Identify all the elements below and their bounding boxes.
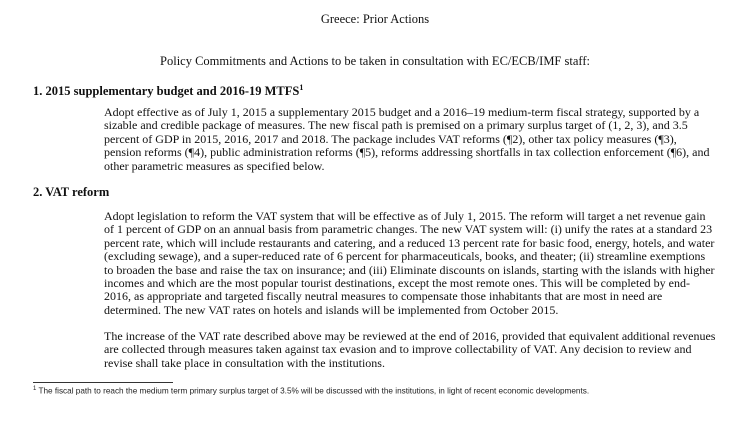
section-paragraph-vat-legislation: Adopt legislation to reform the VAT system that will be effective as of July 1, 2015. The reform will target a net revenue gain of 1 percent of GDP on an annual basis from parametric changes. The new VAT system will: (i) unify the rates at a standard 23 percent rate, which will include restaurants and catering, and a reduced 13 percent rate for basic food, energy, hotels, and water (excluding sewage), and a super-reduced rate of 6 percent for pharmaceuticals, books, and theater; (ii) streamline exemptions to broaden the base and raise the tax on insurance; and (iii) Eliminate discounts on islands, starting with the islands with higher incomes and which are the most popular tourist destinations, except the most remote ones. This will be completed by end-2016, as appropriate and targeted fiscally neutral measures to compensate those inhabitants that are most in need are determined. The new VAT rates on hotels and islands will be implemented from October 2015. [104,209,715,317]
footnote-divider [33,382,173,383]
document-title: Greece: Prior Actions [320,12,430,26]
section-paragraph-vat-review: The increase of the VAT rate described above may be reviewed at the end of 2016, provided that equivalent additional revenues are collected through measures taken against tax evasion and to improve collectability of VAT. Any decision to review and revise shall take place in consultation with the institutions. [104,329,716,370]
section-heading-vat: 2. VAT reform [33,185,110,199]
footnote-text: The fiscal path to reach the medium term primary surplus target of 3.5% will be discussed with the institutions, in light of recent economic developments. [38,386,590,396]
footnote [33,386,733,396]
document-subtitle: Policy Commitments and Actions to be taken in consultation with EC/ECB/IMF staff: [160,54,590,68]
section-paragraph-budget: Adopt effective as of July 1, 2015 a supplementary 2015 budget and a 2016–19 medium-term fiscal strategy, supported by a sizable and credible package of measures. The new fiscal path is premised on a primary surplus target of (1, 2, 3), and 3.5 percent of GDP in 2015, 2016, 2017 and 2018. The package includes VAT reforms (¶2), other tax policy measures (¶3), pension reforms (¶4), public administration reforms (¶5), reforms addressing shortfalls in tax collection enforcement (¶6), and other parametric measures as specified below. [104,105,710,173]
section-heading-text: 1. 2015 supplementary budget and 2016-19 MTFS [33,84,300,99]
footnote-reference: 1 [299,83,304,92]
section-heading-budget [33,83,303,99]
footnote-marker: 1 [33,386,37,392]
